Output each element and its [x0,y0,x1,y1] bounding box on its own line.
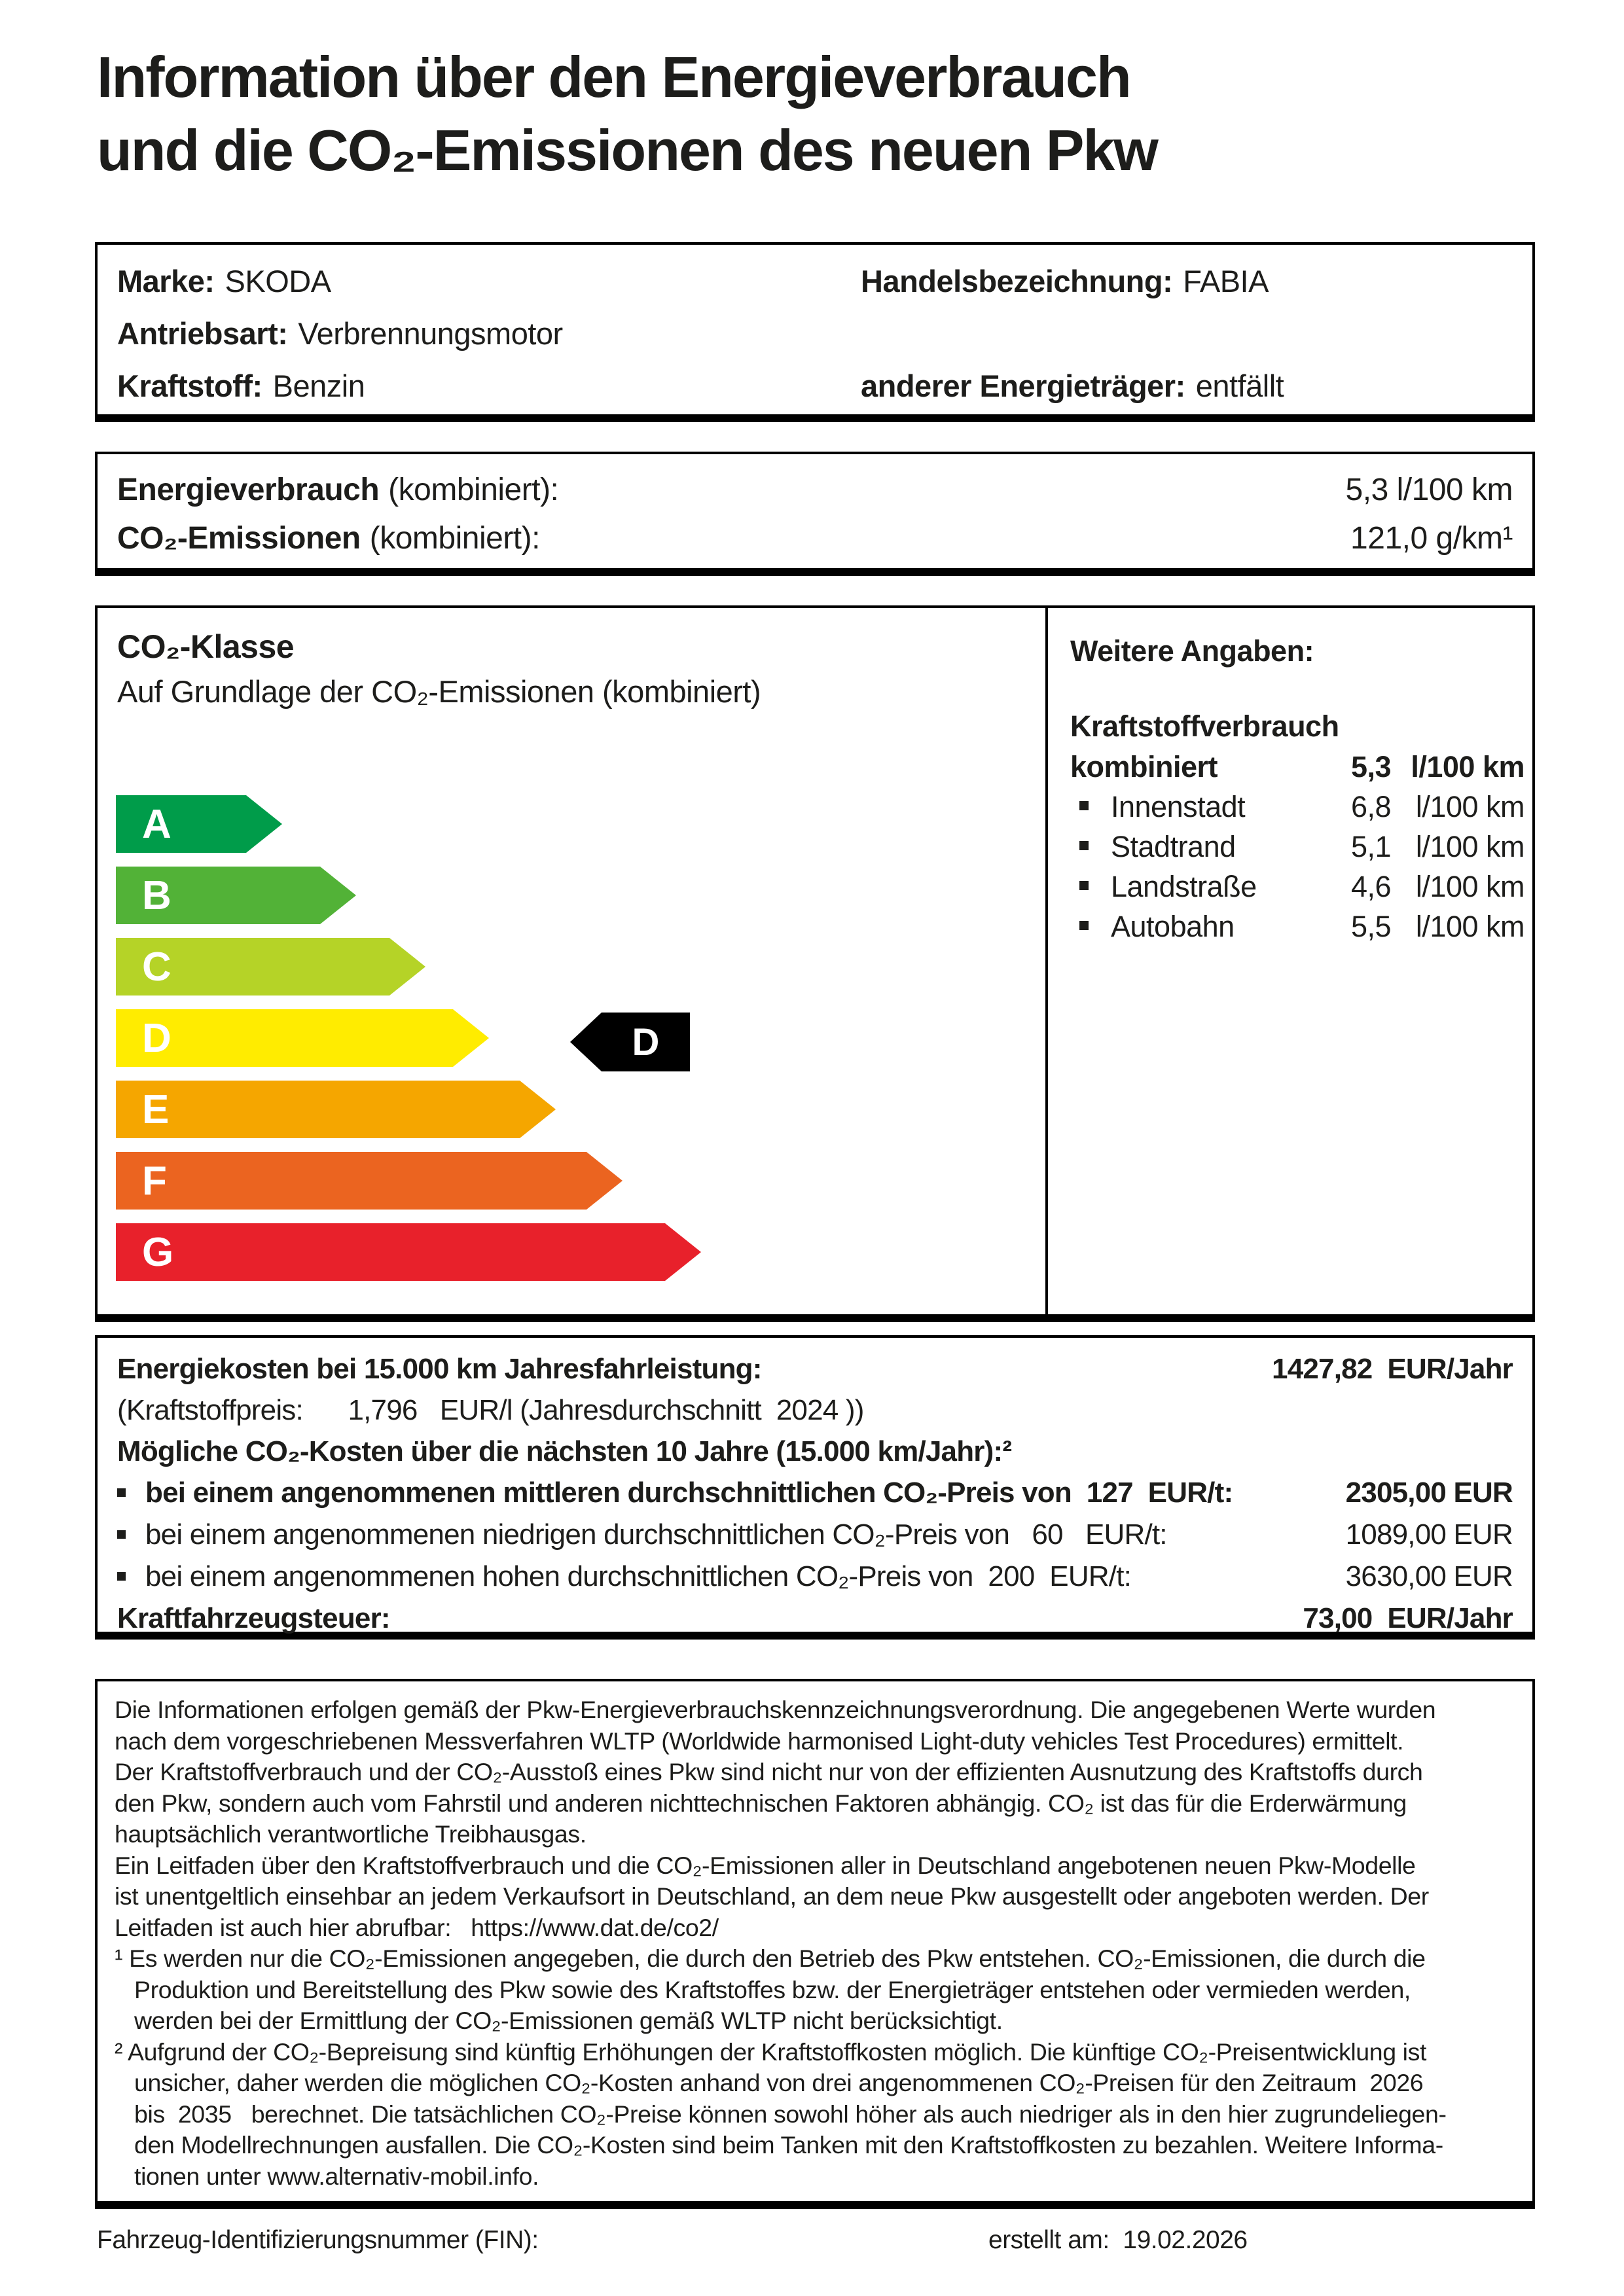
class-arrow-f-label: F [142,1158,167,1204]
fuel-row-autobahn-label [1079,906,1333,946]
fuel-row-landstrasse-unit: l/100 km [1415,870,1525,903]
co2-cost-niedrig-value: 1089,00 EUR [1345,1518,1513,1551]
vehicle-row-3 [117,360,1513,412]
class-arrow-a-bar [116,795,246,853]
class-arrow-g-tip [665,1223,701,1281]
handelsbezeichnung [861,255,1269,308]
fuel-row-innenstadt-label [1079,787,1333,827]
co2-class-heading: CO₂-Klasse [117,628,295,665]
co2-class-subheading: Auf Grundlage der CO₂-Emissionen (kombiniert) [117,674,761,709]
fuel-row-autobahn [1070,906,1525,946]
class-arrow-c [116,938,701,996]
fuel-row-autobahn-value: 5,5 [1350,910,1391,943]
co2-cost-bullet-niedrig [117,1514,1513,1556]
legal-line-guide-url: Leitfaden ist auch hier abrufbar: https://www.dat.de/co2/ [115,1913,719,1941]
energieverbrauch-label: Energieverbrauch [117,473,380,507]
weitere-angaben-pane [1045,608,1532,1314]
kraftstoffverbrauch-heading: Kraftstoffverbrauch [1070,709,1339,743]
class-arrow-c-tip [389,938,425,996]
document-footer [97,2224,1537,2257]
class-arrow-d-bar [116,1009,453,1067]
fuel-row-landstrasse [1070,867,1525,906]
class-arrow-a-tip [246,795,282,853]
vehicle-info-box [95,242,1535,422]
energy-costs-value: 1427,82 EUR/Jahr [1272,1353,1513,1385]
fuel-row-landstrasse-text: Landstraße [1111,870,1257,903]
legal-footnote-1-cont: werden bei der Ermittlung der CO₂-Emissionen gemäß WLTP nicht berücksichtigt. [115,2007,1003,2034]
handelsbezeichnung-value: FABIA [1183,264,1269,298]
legal-line: Ein Leitfaden über den Kraftstoffverbrauch und die CO₂-Emissionen aller in Deutschland angebotenen neuen Pkw-Modelle [115,1851,1416,1879]
fuel-row-landstrasse-value: 4,6 [1350,870,1391,903]
fuel-row-autobahn-unit: l/100 km [1415,910,1525,943]
class-arrow-c-bar [116,938,389,996]
kfz-steuer-value: 73,00 EUR/Jahr [1303,1602,1513,1634]
co2-class-pane [98,608,1045,1314]
legal-footnote-2: ² Aufgrund der CO₂-Bepreisung sind künftig Erhöhungen der Kraftstoffkosten möglich. Die künftige CO₂-Preisentwicklung ist [115,2037,1426,2066]
class-arrow-b [116,867,701,924]
class-arrow-f-bar [116,1152,586,1210]
fuel-row-stadtrand [1070,827,1525,867]
energieverbrauch-value: 5,3 l/100 km [1345,473,1513,507]
energy-costs-label: Energiekosten bei 15.000 km Jahresfahrleistung: [117,1353,762,1385]
class-arrow-b-bar [116,867,320,924]
co2-cost-mittel-text: bei einem angenommenen mittleren durchschnittlichen CO₂-Preis von 127 EUR/t: [145,1477,1233,1509]
legal-line: Der Kraftstoffverbrauch und der CO₂-Ausstoß eines Pkw sind nicht nur von der effizienten Ausnutzung des Kraftstoffs durch [115,1758,1423,1785]
fuel-row-kombiniert [1070,747,1525,787]
energy-costs-box [95,1335,1535,1640]
class-arrow-d-label: D [142,1015,171,1061]
legal-line: Die Informationen erfolgen gemäß der Pkw-Energieverbrauchskennzeichnungsverordnung. Die angegebenen Werte wurden [115,1696,1436,1723]
class-arrow-e-label: E [142,1086,170,1132]
co2-costs-heading-row [117,1431,1513,1472]
antriebsart-label: Antriebsart: [117,316,288,351]
kraftstoff-value: Benzin [272,368,365,403]
fuel-price-text: (Kraftstoffpreis: 1,796 EUR/l (Jahresdurchschnitt 2024 )) [117,1394,864,1426]
co2-emissionen-suffix: (kombiniert): [369,521,540,556]
co2-cost-bullet-hoch [117,1556,1513,1598]
page-title [97,41,1537,187]
class-arrow-e-tip [520,1081,556,1138]
legal-footnote-1-cont: Produktion und Bereitstellung des Pkw sowie des Kraftstoffes bzw. der Energieträger entstehen oder vermieden werden, [115,1975,1411,2003]
class-arrow-b-tip [320,867,356,924]
fuel-row-stadtrand-text: Stadtrand [1111,830,1236,863]
co2-cost-bullet-mittel [117,1472,1513,1514]
class-arrow-e [116,1081,701,1138]
fuel-price-row [117,1390,1513,1431]
legal-footnote-2-cont: tionen unter www.alternativ-mobil.info. [115,2162,539,2190]
fuel-row-stadtrand-label [1079,827,1333,867]
fuel-row-innenstadt-value: 6,8 [1350,790,1391,823]
fuel-row-stadtrand-value: 5,1 [1350,830,1391,863]
class-arrow-f-tip [586,1152,623,1210]
fuel-row-innenstadt-unit: l/100 km [1415,790,1525,823]
handelsbezeichnung-label: Handelsbezeichnung: [861,264,1173,298]
page-title-line2: und die CO₂-Emissionen des neuen Pkw [97,118,1157,183]
bullet-square-icon [117,1530,126,1539]
class-arrow-a-label: A [142,801,171,847]
class-arrow-g [116,1223,701,1281]
class-arrow-d-tip [453,1009,489,1067]
energy-costs-row [117,1348,1513,1390]
class-arrow-a [116,795,701,853]
class-arrow-g-bar [116,1223,665,1281]
vehicle-row-1 [117,255,1513,308]
rating-arrow-label: D [602,1013,690,1071]
marke-label: Marke: [117,264,215,298]
vehicle-rating-arrow [570,1013,690,1071]
fin-label: Fahrzeug-Identifizierungsnummer (FIN): [97,2226,539,2254]
antriebsart-value: Verbrennungsmotor [298,316,563,351]
co2-cost-mittel-value: 2305,00 EUR [1345,1477,1513,1509]
legal-footnote-1: ¹ Es werden nur die CO₂-Emissionen angegeben, die durch den Betrieb des Pkw entstehen. CO₂-Emissionen, die durch die [115,1945,1426,1972]
co2-emissionen-label-group [117,514,540,563]
bullet-square-icon [117,1572,126,1581]
fuel-row-innenstadt-text: Innenstadt [1111,790,1246,823]
co2-emissionen-label: CO₂-Emissionen [117,521,361,556]
energietraeger-value: entfällt [1195,368,1284,403]
marke-value: SKODA [225,264,331,298]
bullet-square-icon [1079,921,1089,930]
fuel-row-kombiniert-label: kombiniert [1070,750,1218,783]
page-title-line1: Information über den Energieverbrauch [97,45,1130,109]
class-arrow-c-label: C [142,944,171,990]
legal-footnote-2-cont: den Modellrechnungen ausfallen. Die CO₂-Kosten sind beim Tanken mit den Kraftstoffkosten zu bezahlen. Weitere Informa- [115,2131,1443,2159]
rating-arrow-tip-icon [570,1013,602,1071]
class-arrow-b-label: B [142,872,171,918]
kfz-steuer-label: Kraftfahrzeugsteuer: [117,1602,390,1634]
fuel-row-stadtrand-unit: l/100 km [1415,830,1525,863]
legal-footnote-2-cont: unsicher, daher werden die möglichen CO₂-Kosten anhand von drei angenommenen CO₂-Preisen für den Zeitraum 2026 [115,2069,1424,2096]
bullet-square-icon [1079,801,1089,810]
bullet-square-icon [117,1488,126,1497]
energieverbrauch-label-group [117,466,558,514]
fuel-row-kombiniert-unit: l/100 km [1411,750,1525,783]
co2-costs-heading: Mögliche CO₂-Kosten über die nächsten 10 Jahre (15.000 km/Jahr):² [117,1435,1012,1467]
co2-emissionen-value: 121,0 g/km¹ [1350,521,1513,556]
energieverbrauch-suffix: (kombiniert): [388,473,559,507]
fuel-row-innenstadt [1070,787,1525,827]
bullet-square-icon [1079,881,1089,890]
kraftstoff-label: Kraftstoff: [117,368,262,403]
fuel-row-kombiniert-value: 5,3 [1350,750,1391,783]
legal-line: nach dem vorgeschriebenen Messverfahren WLTP (Worldwide harmonised Light-duty vehicles Test Procedures) ermittelt. [115,1727,1404,1755]
kfz-steuer-row [117,1598,1513,1639]
created-at-label: erstellt am: [988,2226,1117,2254]
legal-footnote-2-cont: bis 2035 berechnet. Die tatsächlichen CO₂-Preise können sowohl höher als auch niedriger als in den hier zugrundeliegen- [115,2100,1447,2128]
class-arrow-g-label: G [142,1229,174,1275]
co2-cost-hoch-value: 3630,00 EUR [1345,1560,1513,1592]
co2-class-box [95,605,1535,1322]
legal-text-box [95,1679,1535,2209]
consumption-box [95,452,1535,576]
legal-line: den Pkw, sondern auch vom Fahrstil und anderen nichttechnischen Faktoren abhängig. CO₂ ist das für die Erderwärmung [115,1789,1407,1817]
co2-cost-hoch-text: bei einem angenommenen hohen durchschnittlichen CO₂-Preis von 200 EUR/t: [145,1560,1132,1592]
fuel-row-autobahn-text: Autobahn [1111,910,1235,943]
co2-emissionen-row [117,514,1513,563]
class-arrow-e-bar [116,1081,520,1138]
legal-line: ist unentgeltlich einsehbar an jedem Verkaufsort in Deutschland, an dem neue Pkw ausgestellt oder angeboten werden. Der [115,1882,1429,1910]
energietraeger [861,360,1284,412]
energietraeger-label: anderer Energieträger: [861,368,1185,403]
fuel-row-landstrasse-label [1079,867,1333,906]
weitere-angaben-heading: Weitere Angaben: [1070,634,1314,668]
bullet-square-icon [1079,841,1089,850]
class-arrow-f [116,1152,701,1210]
legal-line: hauptsächlich verantwortliche Treibhausgas. [115,1820,586,1848]
created-at [988,2224,1248,2257]
vehicle-row-2 [117,308,1513,360]
energieverbrauch-row [117,466,1513,514]
co2-cost-niedrig-text: bei einem angenommenen niedrigen durchschnittlichen CO₂-Preis von 60 EUR/t: [145,1518,1167,1551]
created-at-date: 19.02.2026 [1123,2226,1248,2254]
